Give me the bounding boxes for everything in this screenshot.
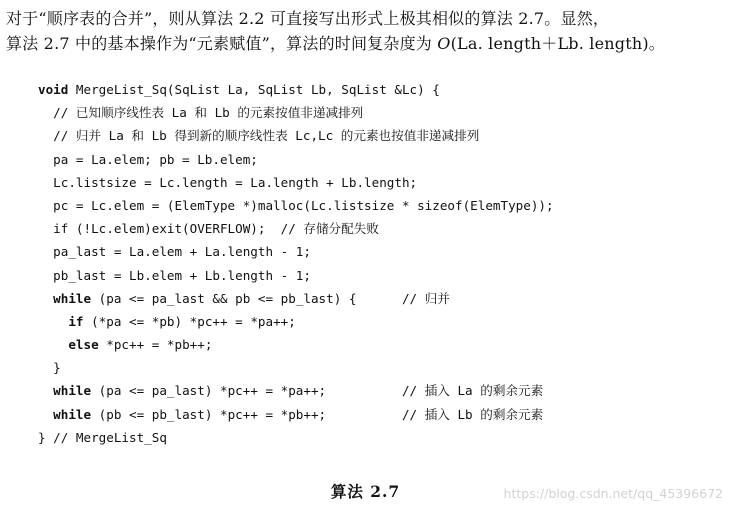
code-line: pc = Lc.elem = (ElemType *)malloc(Lc.listsize * sizeof(ElemType)); xyxy=(38,197,554,213)
intro-line-1-text: 对于“顺序表的合并”，则从算法 2.2 可直接写出形式上极其相似的算法 2.7。显然， xyxy=(6,9,610,28)
code-block xyxy=(38,78,554,449)
code-line: Lc.listsize = Lc.length = La.length + Lb.length; xyxy=(38,174,418,190)
intro-line-2-text: 算法 2.7 中的基本操作为“元素赋值”，算法的时间复杂度为 xyxy=(6,34,438,53)
code-line: if (*pa <= *pb) *pc++ = *pa++; xyxy=(68,313,296,329)
intro-paragraph xyxy=(6,6,728,56)
code-line: if (!Lc.elem)exit(OVERFLOW); // 存储分配失败 xyxy=(38,221,379,237)
code-line: while (pa <= pa_last && pb <= pb_last) { // 归并 xyxy=(53,290,450,306)
code-line: // 已知顺序线性表 La 和 Lb 的元素按值非递减排列 xyxy=(38,105,364,121)
intro-line-2 xyxy=(6,31,728,56)
code-line: else *pc++ = *pb++; xyxy=(68,337,213,353)
watermark-url: https://blog.csdn.net/qq_45396672 xyxy=(503,486,723,501)
code-line: while (pa <= pa_last) *pc++ = *pa++; // 插入 La 的剩余元素 xyxy=(53,383,544,399)
code-line: } // MergeList_Sq xyxy=(38,429,167,445)
code-line: pb_last = Lb.elem + Lb.length - 1; xyxy=(38,267,311,283)
code-line: void MergeList_Sq(SqList La, SqList Lb, SqList &Lc) { xyxy=(38,82,440,97)
code-line: // 归并 La 和 Lb 得到新的顺序线性表 Lc,Lc 的元素也按值非递减排列 xyxy=(38,128,480,144)
code-line: while (pb <= pb_last) *pc++ = *pb++; // 插入 Lb 的剩余元素 xyxy=(53,406,544,422)
code-line: pa_last = La.elem + La.length - 1; xyxy=(38,244,311,260)
code-line: pa = La.elem; pb = Lb.elem; xyxy=(38,151,258,167)
complexity-expression: (La. length＋Lb. length)。 xyxy=(450,34,665,53)
intro-line-1 xyxy=(6,6,728,31)
algorithm-caption: 算法 2.7 xyxy=(330,482,401,501)
code-line: } xyxy=(38,360,61,376)
complexity-symbol: O xyxy=(437,34,451,53)
